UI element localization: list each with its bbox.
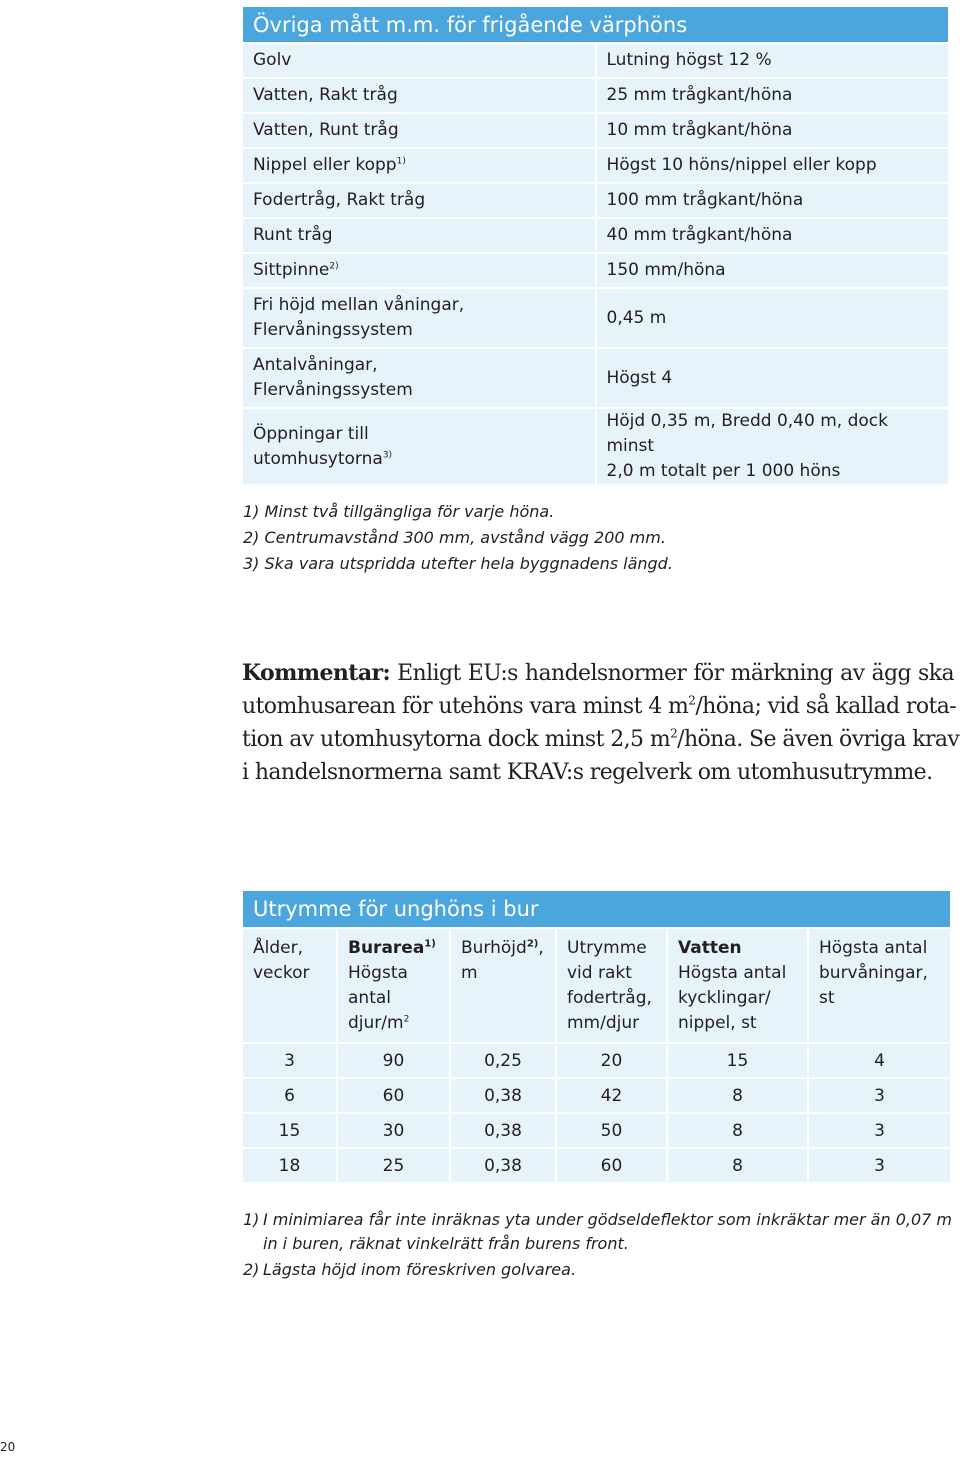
header-line: Högsta — [348, 963, 408, 983]
row-value-line: 2,0 m totalt per 1 000 höns — [606, 461, 841, 481]
table-row — [242, 1078, 951, 1113]
row-value-line: Höjd 0,35 m, Bredd 0,40 m, dock minst — [606, 411, 888, 456]
comment-text: /höna; vid så kallad rota- — [695, 694, 957, 719]
footnote-line: Lägsta höjd inom föreskriven golvarea. — [263, 1260, 577, 1279]
header-line: vid rakt — [567, 963, 632, 983]
header-line: Utrymme — [567, 938, 647, 958]
table-row — [242, 148, 949, 183]
table-row — [242, 348, 949, 408]
superscript: 2 — [688, 693, 696, 708]
comment-line — [242, 690, 957, 723]
row-value: Högst 10 höns/nippel eller kopp — [596, 148, 950, 183]
column-header — [337, 928, 450, 1043]
table-cell: 3 — [808, 1078, 951, 1113]
row-label: Golv — [242, 43, 596, 78]
row-value: 150 mm/höna — [596, 253, 950, 288]
table-row — [242, 288, 949, 348]
table-cell: 0,38 — [450, 1078, 556, 1113]
table-row — [242, 1043, 951, 1078]
table-cell: 90 — [337, 1043, 450, 1078]
table-row — [242, 408, 949, 485]
footnote-marker: 2) — [526, 938, 539, 950]
comment-line — [242, 657, 954, 690]
table-cell: 18 — [242, 1148, 337, 1183]
table-cell: 42 — [556, 1078, 667, 1113]
header-line: burvåningar, — [819, 963, 928, 983]
header-text: Burhöjd — [461, 938, 527, 958]
header-line: kycklingar/ — [678, 988, 771, 1008]
table1-footnotes — [243, 499, 673, 577]
comment-text: /höna. Se även övriga krav — [677, 727, 960, 752]
table-title: Utrymme för unghöns i bur — [242, 890, 951, 928]
table-row — [242, 113, 949, 148]
footnote: 1) Minst två tillgängliga för varje höna. — [243, 502, 555, 521]
comment-line: i handelsnormerna samt KRAV:s regelverk om utomhusutrymme. — [242, 760, 933, 785]
superscript: 2 — [403, 1014, 410, 1025]
row-label — [242, 348, 596, 408]
header-line: m — [461, 963, 478, 983]
comment-text: tion av utomhusytorna dock minst 2,5 m — [242, 727, 671, 752]
column-header — [242, 928, 337, 1043]
footnote — [243, 1258, 952, 1282]
table-cell: 20 — [556, 1043, 667, 1078]
table-row — [242, 253, 949, 288]
header-line: Högsta antal — [819, 938, 928, 958]
row-label-text: Nippel eller kopp — [253, 155, 397, 175]
table-row — [242, 1148, 951, 1183]
table-cell: 3 — [808, 1113, 951, 1148]
table-cell: 8 — [667, 1148, 808, 1183]
header-bold: Vatten — [678, 938, 742, 958]
row-label: Vatten, Runt tråg — [242, 113, 596, 148]
row-label: Vatten, Rakt tråg — [242, 78, 596, 113]
comment-text: utomhusarean för utehöns vara minst 4 m — [242, 694, 689, 719]
footnote: 3) Ska vara utspridda utefter hela byggnadens längd. — [243, 554, 673, 573]
footnote-line: in i buren, räknat vinkelrätt från burens front. — [263, 1234, 629, 1253]
table-cell: 0,25 — [450, 1043, 556, 1078]
table-cell: 8 — [667, 1113, 808, 1148]
comment-lead: Kommentar: — [242, 660, 390, 686]
header-line — [461, 936, 545, 961]
table-row — [242, 1113, 951, 1148]
column-header — [808, 928, 951, 1043]
table-cell: 4 — [808, 1043, 951, 1078]
table-cell: 60 — [337, 1078, 450, 1113]
header-line: veckor — [253, 963, 310, 983]
row-label-line: Antalvåningar, — [253, 355, 378, 375]
young-hens-cage-table — [241, 889, 952, 1184]
table-row — [242, 218, 949, 253]
row-label — [242, 253, 596, 288]
row-value: 10 mm trågkant/höna — [596, 113, 950, 148]
page-number: 20 — [0, 1440, 16, 1454]
table-cell: 50 — [556, 1113, 667, 1148]
header-line: st — [819, 988, 835, 1008]
header-line: Högsta antal — [678, 963, 787, 983]
footnote-line: I minimiarea får inte inräknas yta under gödseldeflektor som inkräktar mer än 0,07 m — [263, 1210, 952, 1229]
footnote-marker: 1) — [243, 1210, 260, 1229]
table-row — [242, 183, 949, 218]
row-label: Fodertråg, Rakt tråg — [242, 183, 596, 218]
header-row — [242, 928, 951, 1043]
table-cell: 3 — [242, 1043, 337, 1078]
header-line: nippel, st — [678, 1013, 757, 1033]
row-value: Lutning högst 12 % — [596, 43, 950, 78]
column-header — [667, 928, 808, 1043]
row-value: 40 mm trågkant/höna — [596, 218, 950, 253]
row-label-line: Flervåningssystem — [253, 380, 413, 400]
row-label-line — [253, 447, 585, 472]
table-cell: 25 — [337, 1148, 450, 1183]
table-title: Övriga mått m.m. för frigående värphöns — [242, 6, 949, 43]
column-header — [450, 928, 556, 1043]
row-label-text: Sittpinne — [253, 260, 330, 280]
table-cell: 0,38 — [450, 1113, 556, 1148]
table-cell: 15 — [242, 1113, 337, 1148]
row-label: Runt tråg — [242, 218, 596, 253]
footnote: 2) Centrumavstånd 300 mm, avstånd vägg 200 mm. — [243, 528, 666, 547]
row-label-line: Öppningar till — [253, 423, 369, 444]
table-cell: 6 — [242, 1078, 337, 1113]
footnote-marker: 1) — [396, 156, 406, 167]
table-cell: 60 — [556, 1148, 667, 1183]
footnote-marker: 2) — [243, 1260, 260, 1279]
column-header — [556, 928, 667, 1043]
header-line: Ålder, — [253, 938, 303, 958]
comment-line — [242, 723, 960, 756]
header-text: djur/m — [348, 1013, 404, 1033]
header-text: , — [538, 938, 544, 958]
table-cell: 15 — [667, 1043, 808, 1078]
header-line — [348, 936, 439, 961]
row-label-line: Fri höjd mellan våningar, — [253, 295, 465, 315]
comment-text: Enligt EU:s handelsnormer för märkning av ägg ska — [397, 661, 954, 686]
table-cell: 3 — [808, 1148, 951, 1183]
row-label — [242, 408, 596, 485]
footnote-marker: 2) — [329, 261, 339, 272]
table-row — [242, 78, 949, 113]
row-label — [242, 288, 596, 348]
table-cell: 8 — [667, 1078, 808, 1113]
table2-footnotes — [243, 1208, 952, 1282]
row-value: Högst 4 — [596, 348, 950, 408]
header-bold: Burarea — [348, 938, 425, 958]
table-row — [242, 43, 949, 78]
row-label — [242, 148, 596, 183]
header-line: fodertråg, — [567, 988, 652, 1008]
row-value — [596, 408, 950, 485]
footnote-marker: 3) — [382, 449, 393, 460]
footnote-marker: 1) — [424, 938, 436, 950]
row-value: 0,45 m — [596, 288, 950, 348]
table-cell: 0,38 — [450, 1148, 556, 1183]
table-cell: 30 — [337, 1113, 450, 1148]
comment-paragraph — [242, 657, 960, 789]
row-label-text: utomhusytorna — [253, 448, 383, 469]
footnote — [243, 1208, 952, 1256]
header-line: antal — [348, 988, 391, 1008]
poultry-measures-table — [241, 5, 950, 486]
row-value: 100 mm trågkant/höna — [596, 183, 950, 218]
superscript: 2 — [670, 726, 678, 741]
header-line — [348, 1011, 439, 1036]
header-line: mm/djur — [567, 1013, 640, 1033]
row-value: 25 mm trågkant/höna — [596, 78, 950, 113]
row-label-line: Flervåningssystem — [253, 320, 413, 340]
